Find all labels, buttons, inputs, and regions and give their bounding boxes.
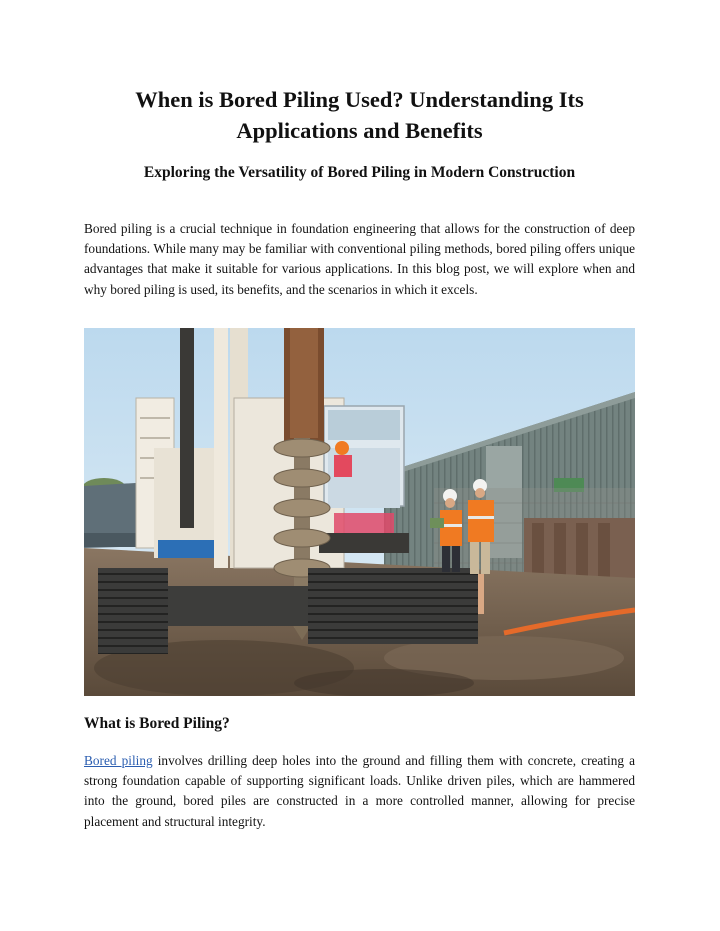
bored-piling-rig-photo <box>84 328 635 696</box>
intro-paragraph: Bored piling is a crucial technique in foundation engineering that allows for the construction of deep foundations. While many may be familiar with conventional piling methods, bored piling offers unique advantages that make it suitable for various applications. In this blog post, we will explore when and why bored piling is used, its benefits, and the scenarios in which it excels. <box>84 221 635 297</box>
bored-piling-link[interactable]: Bored piling <box>84 753 153 768</box>
section-heading-what-is-bored-piling: What is Bored Piling? <box>84 715 230 732</box>
section-paragraph-text: involves drilling deep holes into the ground and filling them with concrete, creating a strong foundation capable of supporting significant loads. Unlike driven piles, which are hammered into the ground, bored piles are constructed in a more controlled manner, allowing for precise placement and structural integrity. <box>84 753 635 829</box>
page-subtitle: Exploring the Versatility of Bored Piling in Modern Construction <box>143 164 576 181</box>
page-title: When is Bored Piling Used? Understanding Its Applications and Benefits <box>135 87 584 143</box>
section-paragraph <box>84 751 635 832</box>
